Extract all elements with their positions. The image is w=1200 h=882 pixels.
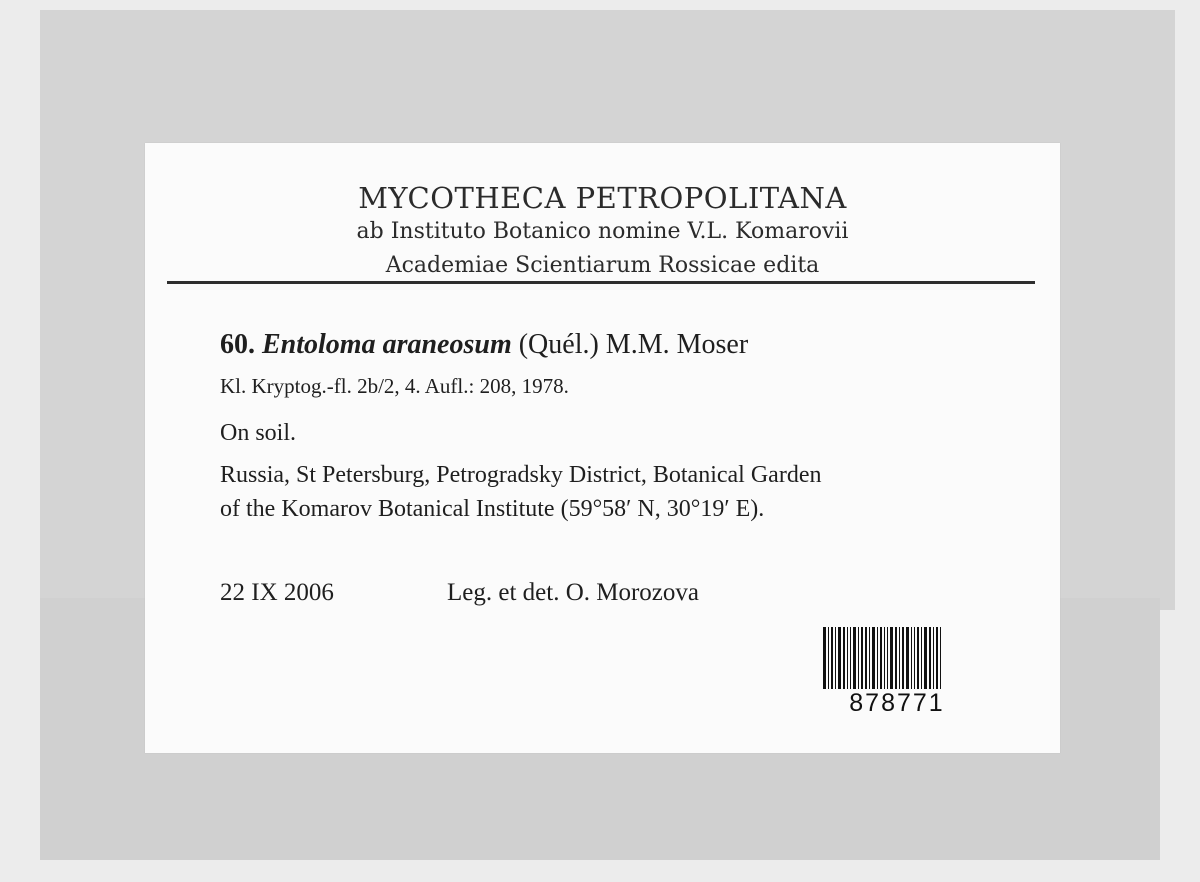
barcode-bar <box>911 627 912 689</box>
species-line <box>220 329 748 361</box>
barcode-bar <box>872 627 875 689</box>
barcode-bar <box>906 627 909 689</box>
barcode-bar <box>880 627 882 689</box>
barcode-bar <box>835 627 836 689</box>
barcode-bar <box>895 627 897 689</box>
institute-line: ab Instituto Botanico nomine V.L. Komarovii <box>356 219 849 244</box>
barcode-bar <box>877 627 878 689</box>
barcode-bar <box>858 627 859 689</box>
collection-date: 22 IX 2006 <box>220 579 334 606</box>
barcode-bar <box>831 627 833 689</box>
species-authority: (Quél.) M.M. Moser <box>518 329 749 360</box>
academy-line: Academiae Scientiarum Rossicae edita <box>385 253 820 278</box>
barcode-bar <box>940 627 941 689</box>
barcode-bar <box>828 627 829 689</box>
specimen-label <box>145 143 1060 753</box>
barcode-bar <box>850 627 851 689</box>
barcode-bar <box>843 627 845 689</box>
barcode-bar <box>921 627 922 689</box>
barcode-number: 878771 <box>849 689 945 717</box>
locality-line-1: Russia, St Petersburg, Petrogradsky District, Botanical Garden <box>220 462 822 488</box>
substrate: On soil. <box>220 420 297 446</box>
barcode-bar <box>865 627 867 689</box>
barcode-bar <box>861 627 863 689</box>
species-name: Entoloma araneosum <box>262 329 512 360</box>
literature-citation: Kl. Kryptog.-fl. 2b/2, 4. Aufl.: 208, 1978. <box>220 374 569 398</box>
barcode-bar <box>929 627 931 689</box>
barcode-icon <box>823 627 971 689</box>
collection-title: MYCOTHECA PETROPOLITANA <box>358 181 847 215</box>
barcode-bar <box>887 627 888 689</box>
barcode-bar <box>884 627 885 689</box>
barcode-bar <box>902 627 904 689</box>
barcode-bar <box>914 627 915 689</box>
barcode-bar <box>823 627 826 689</box>
barcode-bar <box>838 627 841 689</box>
barcode-bar <box>933 627 934 689</box>
barcode-bar <box>869 627 870 689</box>
barcode-bar <box>936 627 938 689</box>
collector: Leg. et det. O. Morozova <box>447 579 700 606</box>
barcode-bar <box>899 627 900 689</box>
barcode-bar <box>890 627 893 689</box>
header-divider <box>167 281 1035 284</box>
barcode-bar <box>917 627 919 689</box>
barcode-bar <box>853 627 856 689</box>
barcode-bar <box>847 627 848 689</box>
barcode-bar <box>924 627 927 689</box>
locality-line-2: of the Komarov Botanical Institute (59°58′ N, 30°19′ E). <box>220 496 765 522</box>
specimen-number: 60. <box>220 329 255 360</box>
